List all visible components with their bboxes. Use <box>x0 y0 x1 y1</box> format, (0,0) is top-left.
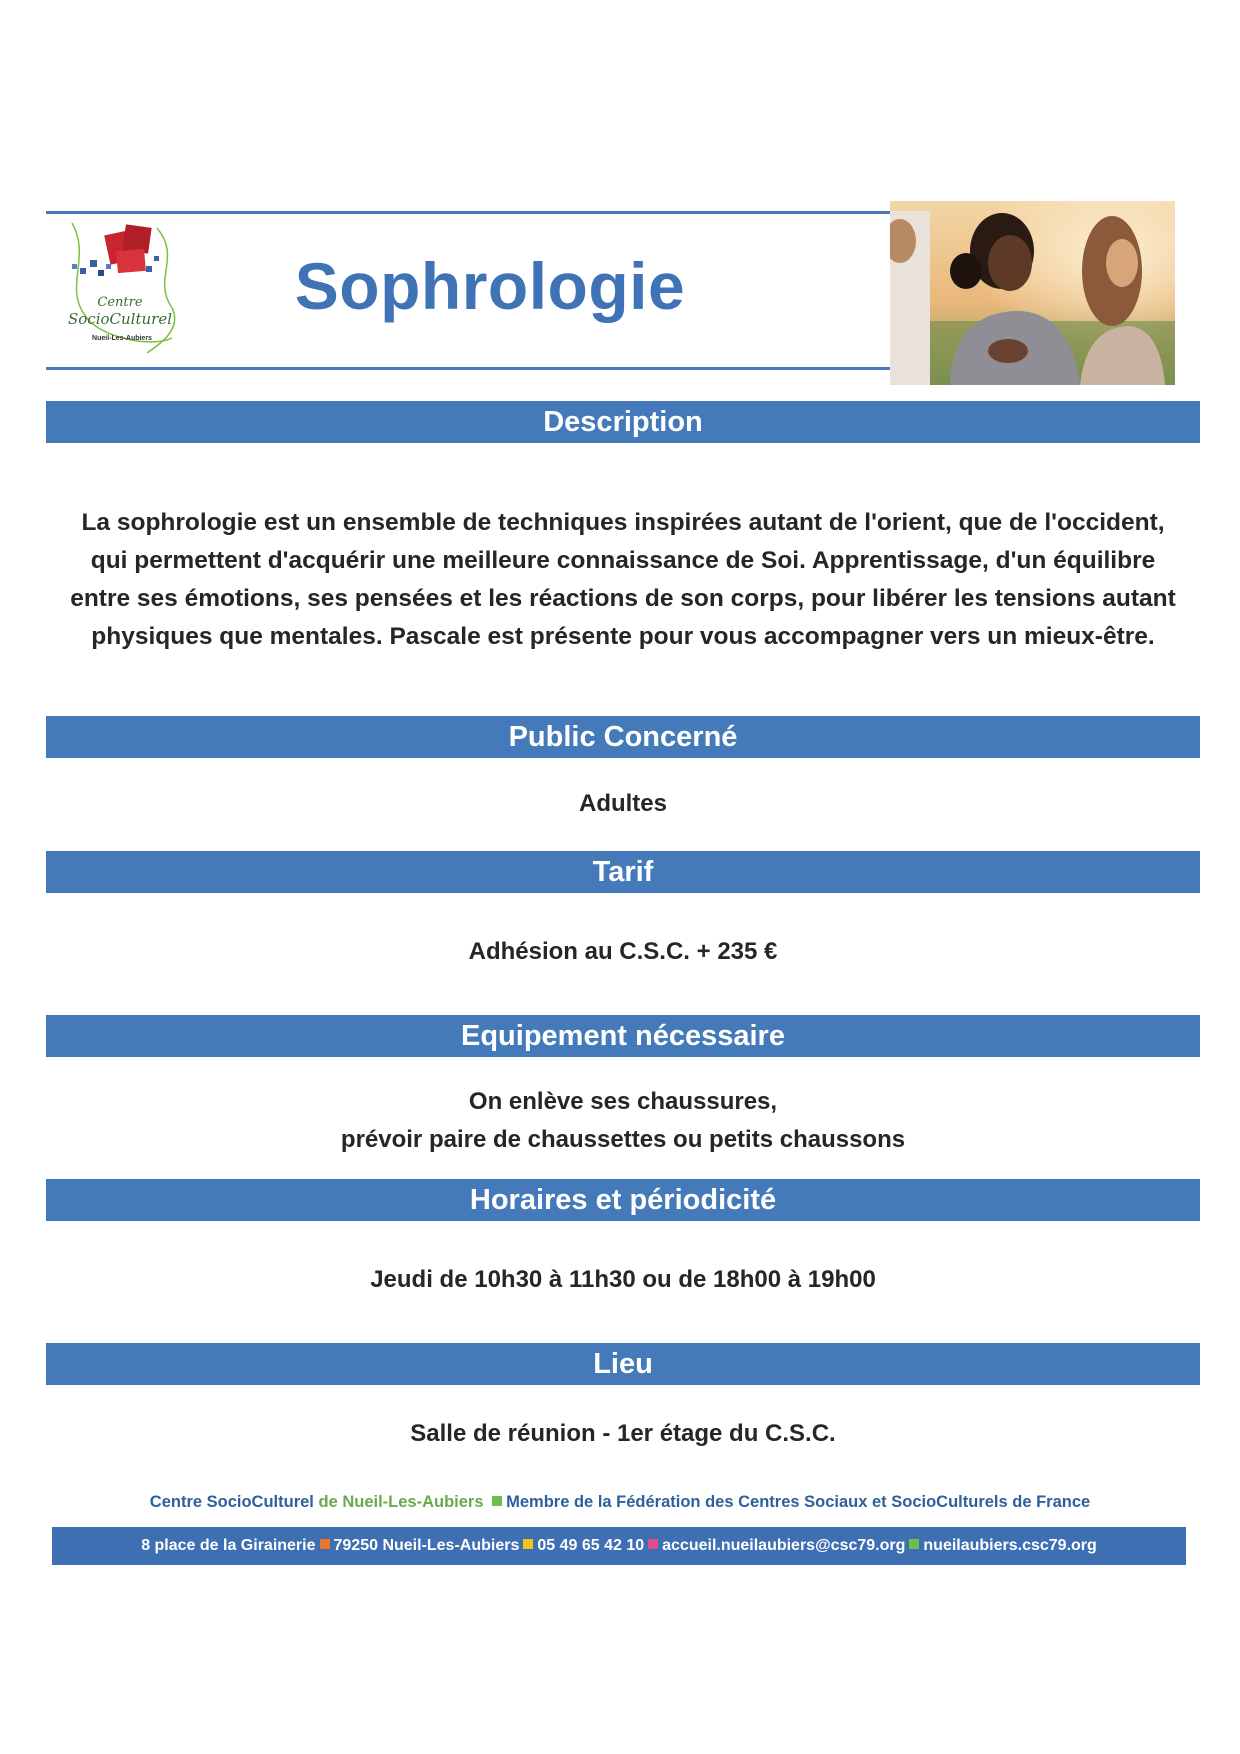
description-line: entre ses émotions, ses pensées et les réactions de son corps, pour libérer les tensions autant <box>70 585 1176 612</box>
footer-organization <box>52 1493 1188 1512</box>
public-text: Adultes <box>578 790 667 817</box>
equipement-text <box>46 1083 1200 1159</box>
footer-org-location: de Nueil-Les-Aubiers <box>318 1493 484 1511</box>
equipement-line: On enlève ses chaussures, <box>468 1088 778 1115</box>
page-title: Sophrologie <box>294 249 686 323</box>
header-photo <box>890 201 1175 385</box>
lieu-text: Salle de réunion - 1er étage du C.S.C. <box>410 1420 836 1447</box>
section-heading-description: Description <box>46 401 1200 443</box>
description-line: La sophrologie est un ensemble de techniques inspirées autant de l'orient, que de l'occident, <box>81 509 1165 536</box>
header-bottom-rule <box>46 367 890 370</box>
footer-city: 79250 Nueil-Les-Aubiers <box>333 1537 520 1554</box>
footer-email[interactable]: accueil.nueilaubiers@csc79.org <box>662 1537 906 1554</box>
section-heading-horaires: Horaires et périodicité <box>46 1179 1200 1221</box>
footer-address: 8 place de la Girainerie <box>141 1537 316 1554</box>
green-square-icon <box>492 1496 502 1506</box>
footer-org-name: Centre SocioCulturel <box>149 1493 314 1511</box>
section-heading-public: Public Concerné <box>46 716 1200 758</box>
footer-membership: Membre de la Fédération des Centres Sociaux et SocioCulturels de France <box>506 1493 1091 1511</box>
csc-logo <box>62 218 187 360</box>
footer-phone: 05 49 65 42 10 <box>537 1537 645 1554</box>
logo-text-line1: Centre <box>97 295 143 310</box>
orange-square-icon <box>320 1539 330 1549</box>
logo-text-line3: Nueil-Les-Aubiers <box>92 335 152 342</box>
logo-text-line2: SocioCulturel <box>67 310 173 328</box>
footer-website[interactable]: nueilaubiers.csc79.org <box>923 1537 1097 1554</box>
description-line: physiques que mentales. Pascale est présente pour vous accompagner vers un mieux-être. <box>91 623 1155 650</box>
yellow-square-icon <box>523 1539 533 1549</box>
footer-contact-bar <box>52 1527 1186 1565</box>
pink-square-icon <box>648 1539 658 1549</box>
section-heading-lieu: Lieu <box>46 1343 1200 1385</box>
tarif-text: Adhésion au C.S.C. + 235 € <box>468 938 778 965</box>
equipement-line: prévoir paire de chaussettes ou petits chaussons <box>340 1126 906 1153</box>
section-heading-tarif: Tarif <box>46 851 1200 893</box>
description-line: qui permettent d'acquérir une meilleure connaissance de Soi. Apprentissage, d'un équilibre <box>90 547 1156 574</box>
description-text <box>46 504 1200 656</box>
green-square-icon <box>909 1539 919 1549</box>
horaires-text: Jeudi de 10h30 à 11h30 ou de 18h00 à 19h00 <box>370 1266 876 1293</box>
header-top-rule <box>46 211 890 214</box>
section-heading-equipement: Equipement nécessaire <box>46 1015 1200 1057</box>
